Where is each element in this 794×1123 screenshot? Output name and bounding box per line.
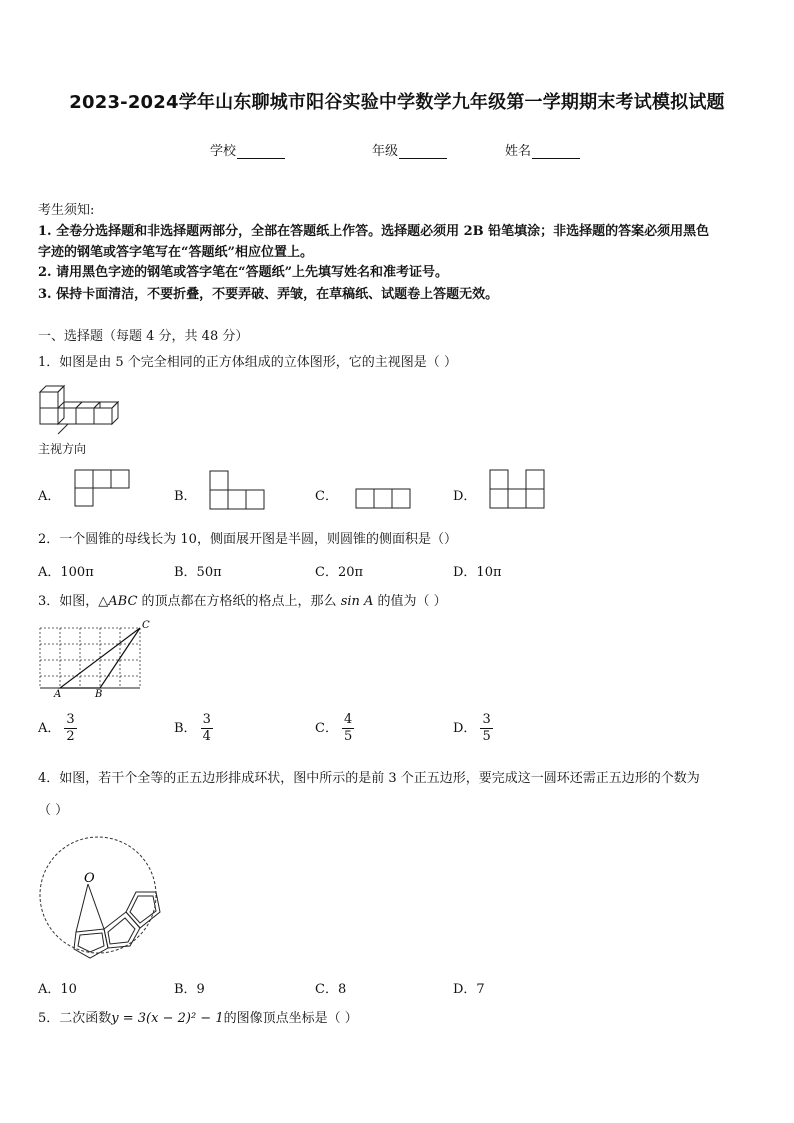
q1-option-c[interactable]: C． bbox=[315, 489, 338, 504]
q3-stem-post: 的值为（ ） bbox=[373, 594, 447, 609]
q5-stem-post: 的图像顶点坐标是（ ） bbox=[223, 1011, 358, 1026]
q3-option-c-letter: C． bbox=[315, 721, 338, 736]
q3-label-a: A bbox=[54, 689, 62, 700]
name-field bbox=[505, 140, 580, 159]
grade-field bbox=[372, 140, 447, 159]
name-blank bbox=[532, 146, 580, 159]
school-blank bbox=[237, 146, 285, 159]
q2-option-c[interactable]: C．20π bbox=[315, 565, 364, 580]
notice-item-3: 3. 保持卡面清洁，不要折叠，不要弄破、弄皱，在草稿纸、试题卷上答题无效。 bbox=[38, 287, 499, 302]
q3-stem bbox=[38, 592, 447, 612]
section-heading: 一、选择题（每题 4 分，共 48 分） bbox=[38, 329, 249, 344]
q4-option-a[interactable]: A．10 bbox=[38, 982, 77, 997]
q1-view-direction-label: 主视方向 bbox=[38, 442, 87, 456]
q3-option-b-num: 3 bbox=[202, 712, 211, 727]
q2-option-b[interactable]: B．50π bbox=[174, 565, 222, 580]
q3-option-d-fraction bbox=[480, 712, 492, 745]
q3-option-a-letter: A． bbox=[38, 721, 61, 736]
q1-solid-figure bbox=[38, 382, 118, 442]
q3-option-d-num: 3 bbox=[482, 712, 491, 727]
school-label: 学校 bbox=[210, 144, 237, 159]
q4-option-b[interactable]: B．9 bbox=[174, 982, 205, 997]
q1-stem: 1．如图是由 5 个完全相同的正方体组成的立体图形，它的主视图是（ ） bbox=[38, 355, 457, 370]
q4-option-d[interactable]: D．7 bbox=[453, 982, 485, 997]
q3-option-c-den: 5 bbox=[343, 729, 353, 744]
q3-sin-expression: sin A bbox=[340, 594, 374, 609]
page-title: 2023-2024学年山东聊城市阳谷实验中学数学九年级第一学期期末考试模拟试题 bbox=[69, 92, 725, 113]
name-label: 姓名 bbox=[505, 144, 532, 159]
q3-option-c[interactable] bbox=[315, 712, 354, 745]
notice-item-1: 1. 全卷分选择题和非选择题两部分，全部在答题纸上作答。选择题必须用 2B 铅笔填涂；非选择题的答案必须用黑色 bbox=[38, 224, 710, 239]
school-field bbox=[210, 140, 285, 159]
q3-option-b-fraction bbox=[201, 712, 213, 745]
q3-label-c: C bbox=[142, 620, 150, 631]
q3-option-b-letter: B． bbox=[174, 721, 197, 736]
grade-blank bbox=[399, 146, 447, 159]
q1-option-d[interactable]: D． bbox=[453, 489, 477, 504]
q2-option-a[interactable]: A．100π bbox=[38, 565, 94, 580]
notice-item-1-cont: 字迹的钢笔或答字笔写在“答题纸”相应位置上。 bbox=[38, 245, 313, 260]
q5-stem-pre: 5．二次函数 bbox=[38, 1011, 112, 1026]
q3-stem-pre: 3．如图， bbox=[38, 594, 99, 609]
q4-option-c[interactable]: C．8 bbox=[315, 982, 347, 997]
q3-label-b: B bbox=[95, 689, 103, 700]
q2-option-d[interactable]: D．10π bbox=[453, 565, 502, 580]
q1-option-b[interactable]: B． bbox=[174, 489, 197, 504]
q3-stem-mid: 的顶点都在方格纸的格点上，那么 bbox=[137, 594, 341, 609]
q1-option-a-figure bbox=[74, 469, 132, 507]
q3-option-c-fraction bbox=[342, 712, 354, 745]
q1-option-a[interactable]: A． bbox=[38, 489, 61, 504]
grade-label: 年级 bbox=[372, 144, 399, 159]
q3-option-c-num: 4 bbox=[343, 712, 353, 727]
q2-stem: 2．一个圆锥的母线长为 10，侧面展开图是半圆，则圆锥的侧面积是（） bbox=[38, 532, 457, 547]
q1-option-b-figure bbox=[209, 470, 267, 510]
q3-option-d[interactable] bbox=[453, 712, 493, 745]
q4-center-label: O bbox=[84, 871, 95, 886]
q1-option-c-figure bbox=[355, 488, 413, 510]
q3-option-b-den: 4 bbox=[202, 729, 211, 744]
q3-option-d-letter: D． bbox=[453, 721, 477, 736]
q3-option-a-num: 3 bbox=[66, 712, 75, 727]
q5-stem bbox=[38, 1009, 358, 1029]
q3-option-a[interactable] bbox=[38, 712, 77, 745]
q5-formula: y = 3(x − 2)² − 1 bbox=[111, 1011, 224, 1026]
q3-option-d-den: 5 bbox=[482, 729, 491, 744]
q1-option-d-figure bbox=[489, 469, 547, 509]
q4-pentagon-ring-figure bbox=[38, 832, 168, 962]
q3-option-a-fraction bbox=[64, 712, 76, 745]
q3-option-a-den: 2 bbox=[66, 729, 75, 744]
q4-paren: （ ） bbox=[38, 803, 69, 818]
q4-stem: 4．如图，若干个全等的正五边形排成环状，图中所示的是前 3 个正五边形，要完成这一圆环还需正五边形的个数为 bbox=[38, 771, 700, 786]
notice-heading: 考生须知: bbox=[38, 203, 95, 218]
q3-triangle-name: △ABC bbox=[98, 594, 138, 609]
q3-option-b[interactable] bbox=[174, 712, 213, 745]
notice-item-2: 2. 请用黑色字迹的钢笔或答字笔在“答题纸”上先填写姓名和准考证号。 bbox=[38, 265, 449, 280]
q3-grid-figure bbox=[38, 620, 158, 700]
